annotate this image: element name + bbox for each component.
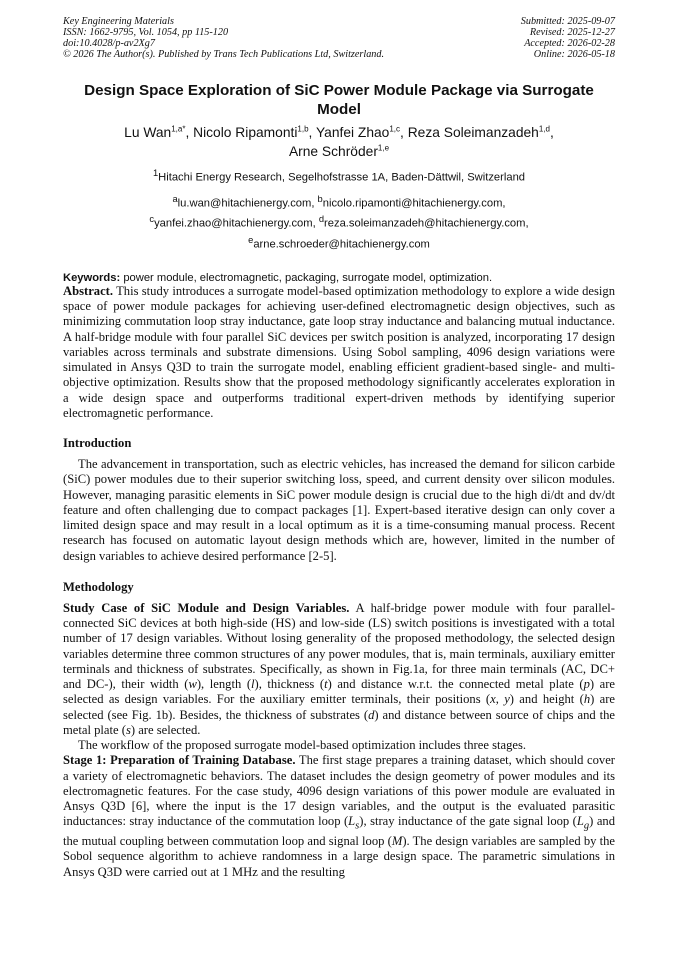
keywords-label: Keywords: bbox=[63, 271, 121, 284]
text-run: ) are selected. bbox=[130, 722, 201, 737]
submitted-date: Submitted: 2025-09-07 bbox=[520, 16, 615, 27]
abstract-label: Abstract. bbox=[63, 283, 114, 298]
keywords-text: power module, electromagnetic, packaging, surrogate model, optimization. bbox=[123, 271, 493, 284]
text-run: , bbox=[495, 692, 505, 707]
math-symbol: t bbox=[324, 677, 328, 692]
accepted-date: Accepted: 2026-02-28 bbox=[524, 38, 615, 50]
paper-title: Design Space Exploration of SiC Power Module Package via Surrogate Model bbox=[84, 82, 594, 118]
methodology-paragraph-3 bbox=[63, 753, 615, 880]
math-symbol: L bbox=[348, 814, 356, 829]
abstract bbox=[63, 284, 615, 421]
methodology-paragraph-1 bbox=[63, 601, 615, 738]
subscript: g bbox=[583, 820, 590, 832]
email-address: nicolo.ripamonti@hitachienergy.com bbox=[322, 197, 503, 210]
journal-info bbox=[63, 16, 384, 60]
author: Arne Schröder bbox=[288, 144, 378, 160]
affiliation-sup: 1 bbox=[152, 168, 159, 179]
text-run: ) are selected as design variables. For the auxiliary emitter terminals, their positions ( bbox=[63, 677, 615, 707]
text-run: ) and the mutual coupling between commutation loop and signal loop ( bbox=[63, 814, 615, 849]
math-symbol: y bbox=[504, 692, 510, 707]
author-affiliation-sup: 1,c bbox=[389, 124, 401, 134]
email-sup: c bbox=[149, 214, 155, 225]
text-run: ), length ( bbox=[196, 677, 252, 692]
text-run: ), thickness ( bbox=[254, 677, 325, 692]
doi: doi:10.4028/p-av2Xg7 bbox=[63, 38, 155, 50]
author: Reza Soleimanzadeh bbox=[407, 125, 539, 141]
math-symbol: s bbox=[125, 722, 131, 737]
runin-heading-stage-1: Stage 1: Preparation of Training Database. bbox=[63, 753, 296, 768]
email-address: lu.wan@hitachienergy.com bbox=[177, 197, 312, 210]
issn: ISSN: 1662-9795, Vol. 1054, pp 115-120 bbox=[63, 27, 229, 39]
text-run: ) and distance w.r.t. the connected metal plate ( bbox=[327, 677, 584, 692]
author: Nicolo Ripamonti bbox=[193, 125, 298, 141]
section-heading-methodology: Methodology bbox=[63, 579, 134, 594]
email-address: reza.soleimanzadeh@hitachienergy.com bbox=[324, 218, 526, 231]
keywords bbox=[63, 272, 615, 284]
math-symbol: L bbox=[576, 814, 584, 829]
author-affiliation-sup: 1,e bbox=[377, 143, 390, 153]
author-affiliation-sup: 1,b bbox=[297, 124, 309, 134]
math-symbol: w bbox=[188, 677, 197, 692]
subscript: s bbox=[355, 820, 360, 832]
text-run: A half-bridge power module with four parallel-connected SiC devices at both high-side (HS) and low-side (LS) switch positions is investigated with a total number of 17 design variables. Without losing generality of the proposed methodology, the selected design variables determine three common structures of any power modules, that is, main terminals, auxiliary emitter terminals and thickness of substrates. Specifically, as shown in Fig.1a, for three main terminals (AC, DC+ and DC-), their width ( bbox=[63, 600, 615, 692]
text-run: ) are selected (see Fig. 1b). Besides, the thickness of substrates ( bbox=[63, 692, 615, 722]
author: Lu Wan bbox=[124, 125, 172, 141]
math-symbol: l bbox=[251, 677, 255, 692]
email-sup: a bbox=[172, 194, 178, 205]
online-date: Online: 2026-05-18 bbox=[533, 49, 615, 61]
math-symbol: h bbox=[583, 692, 591, 707]
math-symbol: x bbox=[490, 692, 496, 707]
email-address: yanfei.zhao@hitachienergy.com bbox=[154, 218, 313, 231]
email-sup: e bbox=[248, 234, 254, 245]
paragraph-body bbox=[63, 753, 615, 878]
text-run: ). The design variables are sampled by the Sobol sequence algorithm to achieve randomness in a large design space. The parametric simulations in Ansys Q3D were carried out at 1 MHz and the resulting bbox=[63, 834, 616, 879]
affiliation bbox=[63, 166, 615, 185]
text-run: ), stray inductance of the gate signal loop ( bbox=[359, 814, 577, 829]
text-run: ) and distance between source of chips and the metal plate ( bbox=[63, 707, 616, 737]
math-symbol: p bbox=[583, 677, 590, 692]
author-affiliation-sup: 1,a* bbox=[171, 124, 186, 134]
email-sup: b bbox=[317, 194, 323, 205]
journal-name: Key Engineering Materials bbox=[63, 16, 174, 27]
math-symbol: M bbox=[391, 834, 403, 849]
copyright: © 2026 The Author(s). Published by Trans Tech Publications Ltd, Switzerland. bbox=[63, 49, 385, 61]
runin-heading-study-case: Study Case of SiC Module and Design Variables. bbox=[63, 600, 350, 615]
text-run: The first stage prepares a training dataset, which should cover a variety of electromagnetic behaviors. The dataset includes the design geometry of power modules and its electromagnetic features. For the case study, 4096 design variations of this power module are evaluated in Ansys Q3D [6], where the input is the 17 design variables, and the output is the evaluated parasitic inductances: stray inductance of the commutation loop ( bbox=[63, 753, 615, 829]
author-list: Lu Wan$^{1,a*}$, Nicolo Ripamonti$^{1,b}$, Yanfei Zhao$^{1,c}$, Reza Soleimanzadeh$^{1,d}$, Arne Schröder$^{1,e}$ bbox=[124, 124, 554, 160]
revised-date: Revised: 2025-12-27 bbox=[529, 27, 615, 39]
methodology-paragraph-2: The workflow of the proposed surrogate model-based optimization includes three stages. bbox=[78, 738, 527, 753]
abstract-text: This study introduces a surrogate model-based optimization methodology to explore a wide design space of power module packages for achieving user-defined electromagnetic design objectives, such as minimizing commutation loop stray inductance, gate loop stray inductance and balancing mutual inductance. A half-bridge module with four parallel SiC devices per switch position is analyzed, incorporating 17 design variables across terminals and substrate dimensions. Using Sobol sampling, 4096 design variations were simulated in Ansys Q3D to train the surrogate model, enabling efficient gradient-based single- and multi-objective optimization. Results show that the proposed methodology significantly accelerates exploration in a wide design space and outperforms traditional expert-driven methods by identifying superior electromagnetic performance. bbox=[63, 283, 616, 420]
text-run: ) and height ( bbox=[509, 692, 584, 707]
email-address: arne.schroeder@hitachienergy.com bbox=[253, 238, 430, 251]
affiliation-text: Hitachi Energy Research, Segelhofstrasse 1A, Baden-Dättwil, Switzerland bbox=[158, 172, 526, 185]
intro-paragraph: The advancement in transportation, such as electric vehicles, has increased the demand for silicon carbide (SiC) power modules due to their superior switching loss, speed, and current density over silicon modules. However, managing parasitic elements in SiC power module design is crucial due to the high di/dt and dv/dt feature and often challenging due to compact packages [1]. Expert-based iterative design can only cover a limited design space and may result in a local optimum as it is a time-consuming manual process. Recent research has focused on automatic layout design methods which are, however, limited in the number of design variables to achieve desired performance [2-5]. bbox=[63, 457, 615, 563]
journal-header bbox=[63, 16, 615, 60]
author: Yanfei Zhao bbox=[315, 125, 390, 141]
email-sup: d bbox=[318, 214, 325, 225]
email-list: $^a$lu.wan@hitachienergy.com, $^b$nicolo.ripamonti@hitachienergy.com, $^c$yanfei.zhao@hitachienergy.com, $^d$reza.soleimanzadeh@hitachienergy.com, $^e$arne.schroeder@hitachienergy.com bbox=[149, 194, 529, 251]
math-symbol: d bbox=[368, 707, 375, 722]
section-heading-introduction: Introduction bbox=[63, 436, 132, 451]
dates bbox=[521, 16, 615, 60]
paragraph-body bbox=[63, 601, 615, 737]
author-affiliation-sup: 1,d bbox=[538, 124, 550, 134]
